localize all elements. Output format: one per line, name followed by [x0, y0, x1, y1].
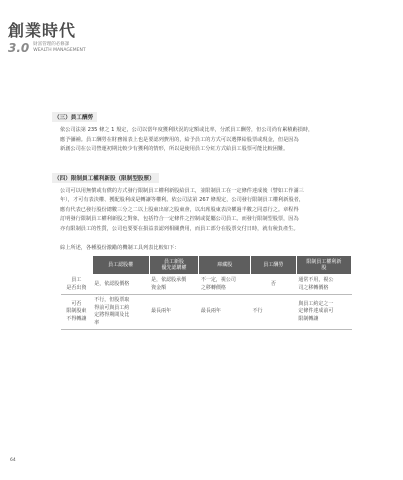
column-header: 員工認股權 — [92, 256, 149, 275]
table-cell: 與員工約定之一 定條件達成前可 限制轉讓 — [296, 295, 351, 330]
paragraph-line: 應有代表已發行股份總數三分之二以上股東出席之股東會，以出席股東表決權過半數之同意行之。章程得 — [60, 206, 299, 213]
brand-subtitle: 財富管理的必修課 — [33, 42, 70, 47]
row-header: 可否 限制股東 不得轉讓 — [61, 295, 93, 330]
table-cell: 最長兩年 — [199, 295, 251, 330]
table-row — [61, 295, 352, 330]
brand-subtitle-en: WEALTH MANAGEMENT — [33, 48, 86, 53]
column-header: 員工新股 優先認購權 — [149, 256, 199, 275]
paragraph-line: 年），才可有表決權、獲配股利或是轉讓等權利。依公司法第 267 條規定，公司發行限制員工權利新股者， — [60, 197, 305, 203]
column-header: 庫藏股 — [199, 256, 251, 275]
paragraph-line: 亦有限制員工的性質，公司也要要在損益表認列相關費用，而員工部分在股票交付日時，就有稅負產生。 — [60, 225, 299, 232]
brand-row — [8, 42, 86, 54]
brand-subtitle-block — [33, 42, 85, 54]
table-header-row — [61, 256, 352, 275]
paragraph-line: 公司可以用無償或有償的方式發行限制員工權利新股給員工，並限制員工在一定條件達成後（譬如工作滿三 — [60, 187, 304, 194]
table-row — [61, 275, 352, 295]
section-paragraph — [60, 126, 352, 155]
section-heading: （三）員工酬勞 — [52, 112, 97, 122]
table-corner — [61, 256, 93, 275]
table-cell: 通常不用，視公 司之移轉價格 — [296, 275, 351, 295]
table-cell: 不一定，視公司 之移轉價格 — [199, 275, 251, 295]
section-employee-compensation — [52, 104, 352, 155]
table-intro: 綜上所述，各種股份激勵的機制工具列表比較如下： — [60, 245, 180, 251]
table-cell: 最長兩年 — [149, 295, 199, 330]
page-number: 64 — [10, 458, 16, 463]
section-restricted-stock — [52, 165, 352, 235]
column-header: 限制員工權利新 股 — [296, 256, 351, 275]
brand-number: 3.0 — [8, 41, 30, 55]
section-heading: （四）限制員工權利新股（限制型股票） — [52, 173, 159, 183]
paragraph-line: 依公司法第 235 條之 1 規定，公司以當年度獲利狀況的定額或比率，分派員工酬勞，但公司尚有累積虧損時， — [60, 127, 314, 133]
page-content — [52, 104, 352, 330]
section-paragraph — [60, 187, 352, 235]
paragraph-line: 新創公司在公司營運初期比較少有獲利的情形，所以是使用員工分紅方式給員工股票可能比較困難。 — [60, 146, 289, 152]
paragraph-line: 訂明發行限制員工權利新股之對象，包括符合一定條件之控制或從屬公司員工。而發行限制型股票，因為 — [60, 216, 299, 222]
row-header: 員工 是否出資 — [61, 275, 93, 295]
comparison-table — [60, 255, 352, 330]
brand-title: 創業時代 — [8, 21, 77, 40]
paragraph-line: 應予彌補。員工酬勞在財務報表上也是要認列費用的，給予員工的方式可以選擇給股票或現金，但是因為 — [60, 136, 299, 143]
table-cell: 否 — [251, 275, 297, 295]
table-cell: 是，依認股承價 資金額 — [149, 275, 199, 295]
brand-header — [8, 22, 86, 54]
table-cell: 不行 — [251, 295, 297, 330]
table-cell: 不行，但股票取 得前可與員工約 定將得期間及比 率 — [92, 295, 149, 330]
column-header: 員工酬勞 — [251, 256, 297, 275]
table-cell: 是，依認股價格 — [92, 275, 149, 295]
